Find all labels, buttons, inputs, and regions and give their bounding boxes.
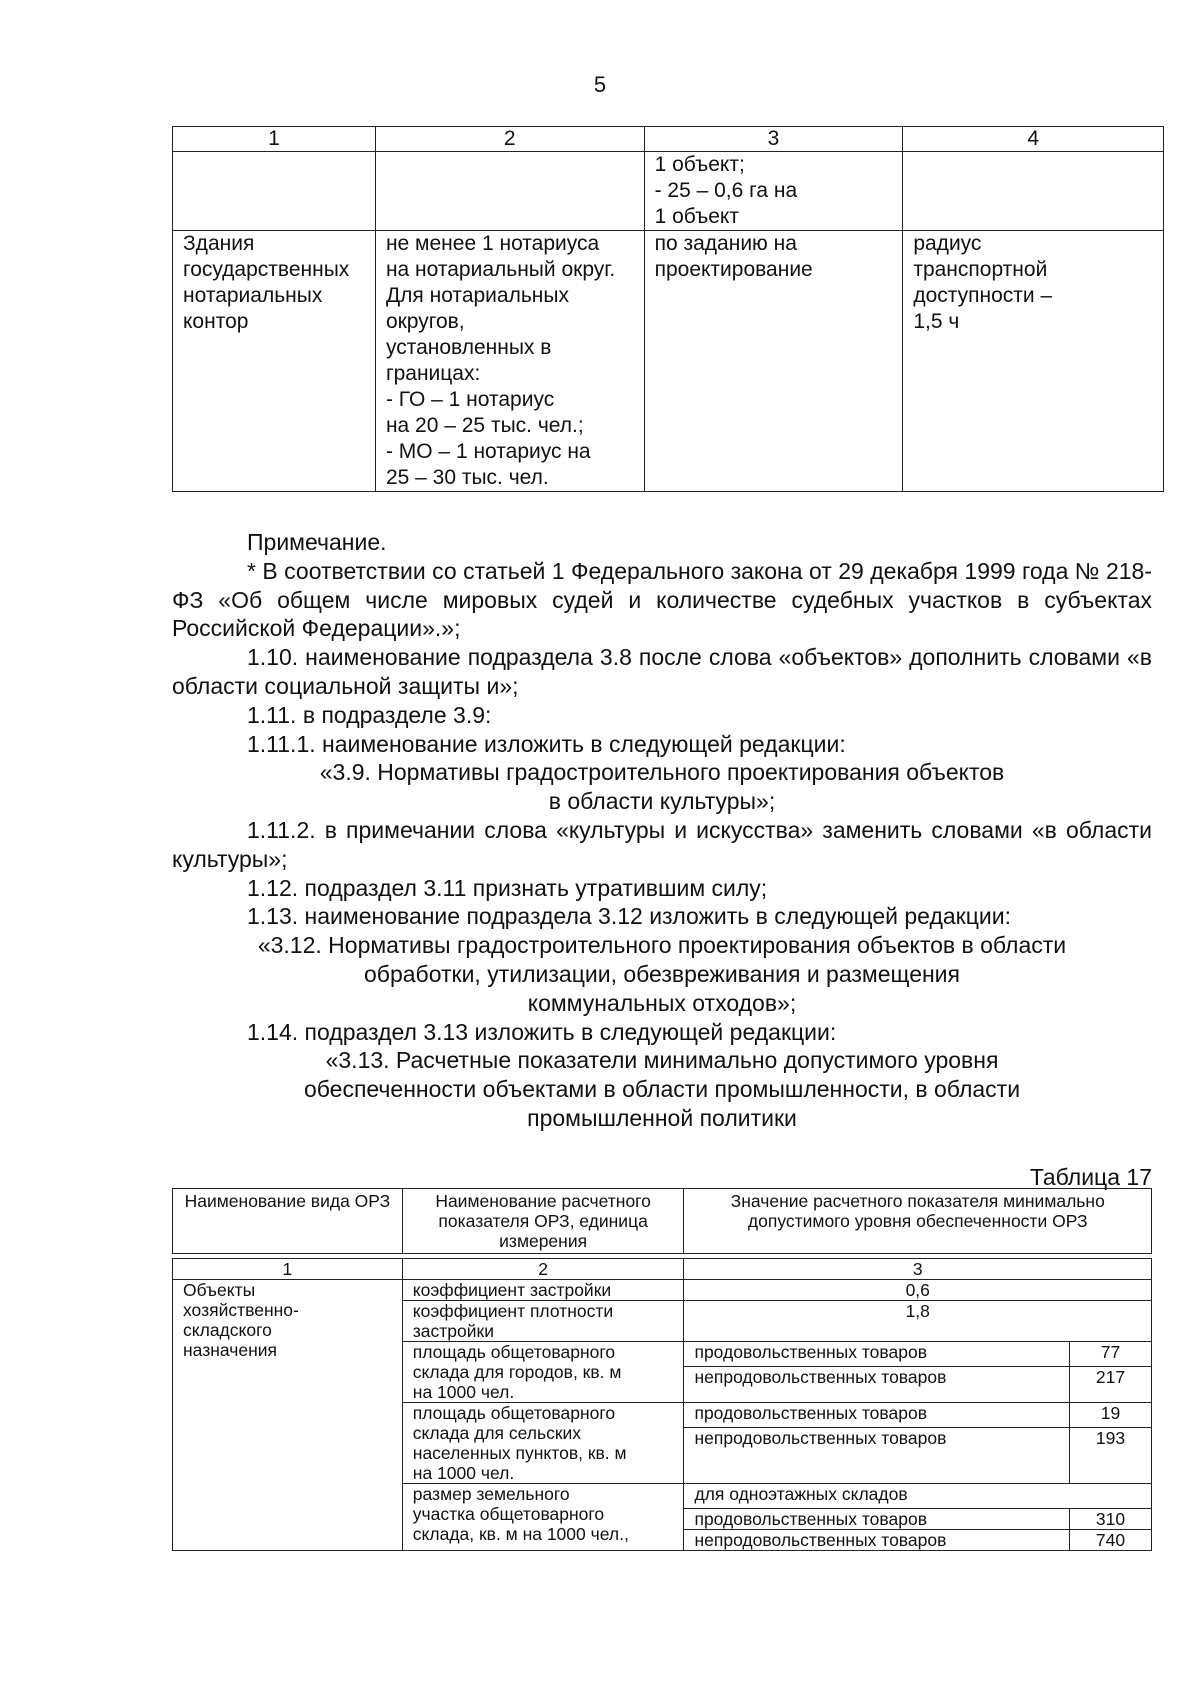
- cell-line: размер земельного: [412, 1484, 570, 1504]
- indicator-cell: коэффициент застройки: [402, 1280, 684, 1301]
- table-cell: [644, 231, 903, 492]
- cell-line: - 25 – 0,6 га на: [654, 179, 798, 202]
- section-title-line: коммунальных отходов»;: [527, 989, 797, 1016]
- table-cell: [903, 231, 1164, 492]
- value-cell: 310: [1070, 1509, 1152, 1530]
- cell-line: на 1000 чел.: [412, 1463, 515, 1483]
- cell-line: проектирование: [654, 258, 813, 281]
- value-cell: 1,8: [684, 1301, 1152, 1342]
- col-number: 1: [173, 1259, 403, 1280]
- column-numbers: [173, 1259, 1152, 1280]
- section-title-line: в области культуры»;: [548, 788, 776, 815]
- col-number: 3: [684, 1259, 1152, 1280]
- goods-type-cell: непродовольственных товаров: [684, 1530, 1070, 1551]
- section-title-line: обработки, утилизации, обезвреживания и размещения: [363, 960, 960, 987]
- goods-type-cell: продовольственных товаров: [684, 1342, 1070, 1367]
- table-row: [173, 231, 1164, 492]
- cell-line: застройки: [412, 1321, 494, 1341]
- cell-line: участка общетоварного: [412, 1504, 605, 1524]
- cell-line: склада, кв. м на 1000 чел.,: [412, 1524, 629, 1544]
- cell-line: округов,: [385, 310, 465, 333]
- cell-line: Объекты: [183, 1280, 256, 1300]
- value-cell: 217: [1070, 1367, 1152, 1403]
- goods-type-cell: непродовольственных товаров: [684, 1367, 1070, 1403]
- value-cell: 77: [1070, 1342, 1152, 1367]
- cell-line: коэффициент плотности: [412, 1301, 614, 1321]
- table-row: [173, 152, 1164, 231]
- paragraph: 1.10. наименование подраздела 3.8 после слова «объектов» дополнить словами «в области социальной защиты и»;: [172, 644, 1152, 699]
- value-cell: 740: [1070, 1530, 1152, 1551]
- cell-line: по заданию на: [654, 232, 797, 255]
- cell-line: нотариальных: [183, 284, 323, 307]
- col-number: 1: [173, 127, 376, 152]
- cell-line: доступности –: [913, 284, 1053, 307]
- goods-type-cell: продовольственных товаров: [684, 1403, 1070, 1428]
- value-cell: 19: [1070, 1403, 1152, 1428]
- paragraph: 1.13. наименование подраздела 3.12 изложить в следующей редакции:: [247, 903, 1011, 930]
- cell-line: 1 объект;: [654, 153, 745, 176]
- paragraph: 1.11.2. в примечании слова «культуры и искусства» заменить словами «в области культуры»;: [172, 816, 1152, 872]
- paragraph: 1.14. подраздел 3.13 изложить в следующей редакции:: [247, 1018, 837, 1045]
- cell-line: на нотариальный округ.: [385, 258, 616, 281]
- paragraph: 1.12. подраздел 3.11 признать утратившим силу;: [247, 874, 768, 901]
- goods-type-cell: непродовольственных товаров: [684, 1428, 1070, 1484]
- paragraph: 1.11. в подразделе 3.9:: [247, 701, 492, 728]
- cell-line: радиус: [913, 232, 982, 255]
- cell-line: контор: [183, 310, 249, 333]
- cell-line: хозяйственно-: [183, 1300, 299, 1320]
- cell-line: Здания: [183, 232, 255, 255]
- col-number: 2: [402, 1259, 684, 1280]
- value-cell: 193: [1070, 1428, 1152, 1484]
- cell-line: установленных в: [385, 336, 552, 359]
- note-title: Примечание.: [247, 529, 387, 555]
- cell-line: границах:: [385, 362, 481, 385]
- note-body: * В соответствии со статьей 1 Федерального закона от 29 декабря 1999 года № 218-ФЗ «Об общем числе мировых судей и количестве судебных участков в субъектах Российской Федерации».»;: [172, 557, 1152, 642]
- col-number: 2: [375, 127, 644, 152]
- header-cell: Наименование вида ОРЗ: [173, 1189, 403, 1254]
- cell-line: назначения: [183, 1340, 278, 1360]
- table-cell: [173, 231, 376, 492]
- cell-line: - ГО – 1 нотариус: [385, 388, 555, 411]
- cell-line: населенных пунктов, кв. м: [412, 1443, 627, 1463]
- cell-line: государственных: [183, 258, 350, 281]
- cell-line: складского: [183, 1320, 272, 1340]
- top-table-header: [173, 127, 1164, 152]
- col-number: 3: [644, 127, 903, 152]
- section-title-line: «3.12. Нормативы градостроительного проектирования объектов в области: [257, 932, 1067, 959]
- col-number: 4: [903, 127, 1164, 152]
- cell-line: транспортной: [913, 258, 1048, 281]
- cell-line: - МО – 1 нотариус на: [385, 440, 591, 463]
- subheader-cell: для одноэтажных складов: [684, 1484, 1152, 1509]
- table-cell: [644, 152, 903, 231]
- indicator-cell: [402, 1342, 684, 1403]
- cell-line: площадь общетоварного: [412, 1403, 616, 1423]
- cell-line: на 20 – 25 тыс. чел.;: [385, 414, 584, 437]
- table-cell: [375, 152, 644, 231]
- value-cell: 0,6: [684, 1280, 1152, 1301]
- indicator-cell: [402, 1403, 684, 1484]
- cell-line: не менее 1 нотариуса: [385, 232, 600, 255]
- cell-line: 1,5 ч: [913, 310, 960, 333]
- header-cell: Значение расчетного показателя минимально допустимого уровня обеспеченности ОРЗ: [684, 1189, 1152, 1254]
- cell-line: 1 объект: [654, 205, 739, 228]
- table-caption: Таблица 17: [1029, 1164, 1152, 1190]
- cell-line: Для нотариальных: [385, 284, 569, 307]
- table-row: [173, 1280, 1152, 1301]
- section-title-line: обеспеченности объектами в области промышленности, в области: [303, 1076, 1021, 1103]
- table-header: [173, 1189, 1152, 1254]
- indicator-cell: [402, 1301, 684, 1342]
- cell-line: площадь общетоварного: [412, 1342, 616, 1362]
- body-text: [172, 528, 1152, 1133]
- goods-type-cell: продовольственных товаров: [684, 1509, 1070, 1530]
- cell-line: склада для сельских: [412, 1423, 582, 1443]
- table-cell: [903, 152, 1164, 231]
- paragraph: 1.11.1. наименование изложить в следующей редакции:: [247, 730, 846, 757]
- table-cell: [173, 152, 376, 231]
- top-table: [172, 126, 1164, 492]
- section-title-line: «3.13. Расчетные показатели минимально допустимого уровня: [325, 1047, 999, 1074]
- section-title-line: «3.9. Нормативы градостроительного проектирования объектов: [319, 759, 1005, 786]
- object-name-cell: [173, 1280, 403, 1551]
- section-title-line: промышленной политики: [527, 1104, 797, 1131]
- table-17: [172, 1188, 1152, 1551]
- cell-line: склада для городов, кв. м: [412, 1362, 622, 1382]
- cell-line: на 1000 чел.: [412, 1382, 515, 1402]
- cell-line: 25 – 30 тыс. чел.: [385, 466, 549, 489]
- header-cell: Наименование расчетного показателя ОРЗ, единица измерения: [402, 1189, 684, 1254]
- table-cell: [375, 231, 644, 492]
- indicator-cell: [402, 1484, 684, 1551]
- page-number: 5: [593, 72, 607, 97]
